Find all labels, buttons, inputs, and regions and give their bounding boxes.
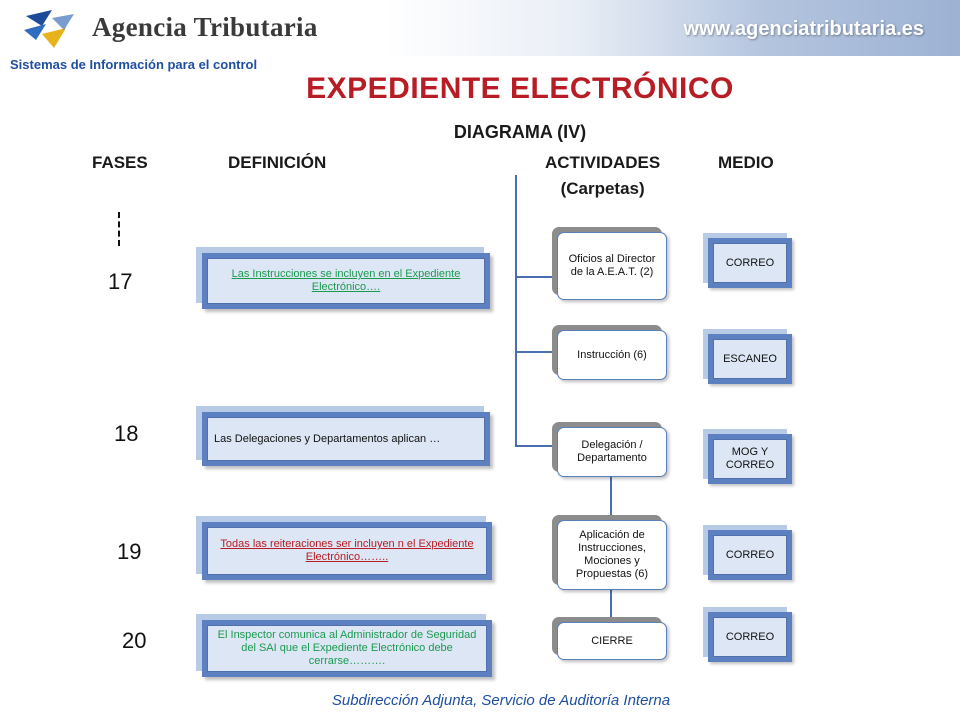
definition-box-19 <box>202 522 492 580</box>
definition-link-17[interactable]: Las Instrucciones se incluyen en el Expediente Electrónico…. <box>231 268 461 293</box>
medium-box <box>708 334 792 384</box>
column-header-medio: MEDIO <box>718 153 774 172</box>
phase-number: 20 <box>122 628 147 653</box>
connector-instruccion <box>515 351 557 353</box>
definition-box-17 <box>202 253 490 309</box>
actividades-sublabel: (Carpetas) <box>560 179 645 198</box>
column-header-definicion: DEFINICIÓN <box>228 153 327 172</box>
column-header-actividades <box>545 153 660 199</box>
connector-vertical <box>515 175 517 447</box>
medium-box <box>708 530 792 580</box>
medium-label: CORREO <box>713 243 787 283</box>
continuation-dashes <box>118 212 120 246</box>
footer-label: Subdirección Adjunta, Servicio de Auditoría Interna <box>331 692 671 709</box>
definition-text-18: Las Delegaciones y Departamentos aplican … <box>214 432 441 445</box>
actividades-label: ACTIVIDADES <box>545 153 661 172</box>
medium-box <box>708 434 792 484</box>
connector-delegacion <box>515 445 557 447</box>
definition-box-18 <box>202 412 490 466</box>
connector-delegacion-aplicacion <box>610 476 612 520</box>
website-url[interactable]: www.agenciatributaria.es <box>683 18 924 40</box>
activity-delegacion: Delegación / Departamento <box>557 427 667 477</box>
activity-instruccion: Instrucción (6) <box>557 330 667 380</box>
header-bar <box>0 0 960 56</box>
column-header-fases: FASES <box>92 153 148 172</box>
connector-oficios <box>515 276 557 278</box>
phase-number: 17 <box>108 269 133 294</box>
definition-text-20: El Inspector comunica al Administrador de Seguridad del SAI que el Expediente Electrónico debe cerrarse………. <box>217 629 477 667</box>
medium-label: MOG Y CORREO <box>713 439 787 479</box>
agencia-tributaria-logo <box>22 8 76 50</box>
page-title: EXPEDIENTE ELECTRÓNICO <box>306 72 734 105</box>
activity-cierre: CIERRE <box>557 622 667 660</box>
definition-box-20 <box>202 620 492 677</box>
phase-number: 18 <box>114 421 139 446</box>
medium-box <box>708 612 792 662</box>
medium-box <box>708 238 792 288</box>
connector-aplicacion-cierre <box>610 590 612 622</box>
medium-label: CORREO <box>713 535 787 575</box>
footer-text <box>0 692 960 709</box>
phase-number: 19 <box>117 539 142 564</box>
medium-label: CORREO <box>713 617 787 657</box>
diagram-title: DIAGRAMA (IV) <box>453 122 587 142</box>
agency-name: Agencia Tributaria <box>92 12 318 42</box>
activity-aplicacion: Aplicación de Instrucciones, Mociones y Propuestas (6) <box>557 520 667 590</box>
section-subtitle: Sistemas de Información para el control <box>10 57 258 72</box>
definition-link-19[interactable]: Todas las reiteraciones ser incluyen n el Expediente Electrónico…….. <box>220 538 474 563</box>
activity-oficios: Oficios al Director de la A.E.A.T. (2) <box>557 232 667 300</box>
medium-label: ESCANEO <box>713 339 787 379</box>
